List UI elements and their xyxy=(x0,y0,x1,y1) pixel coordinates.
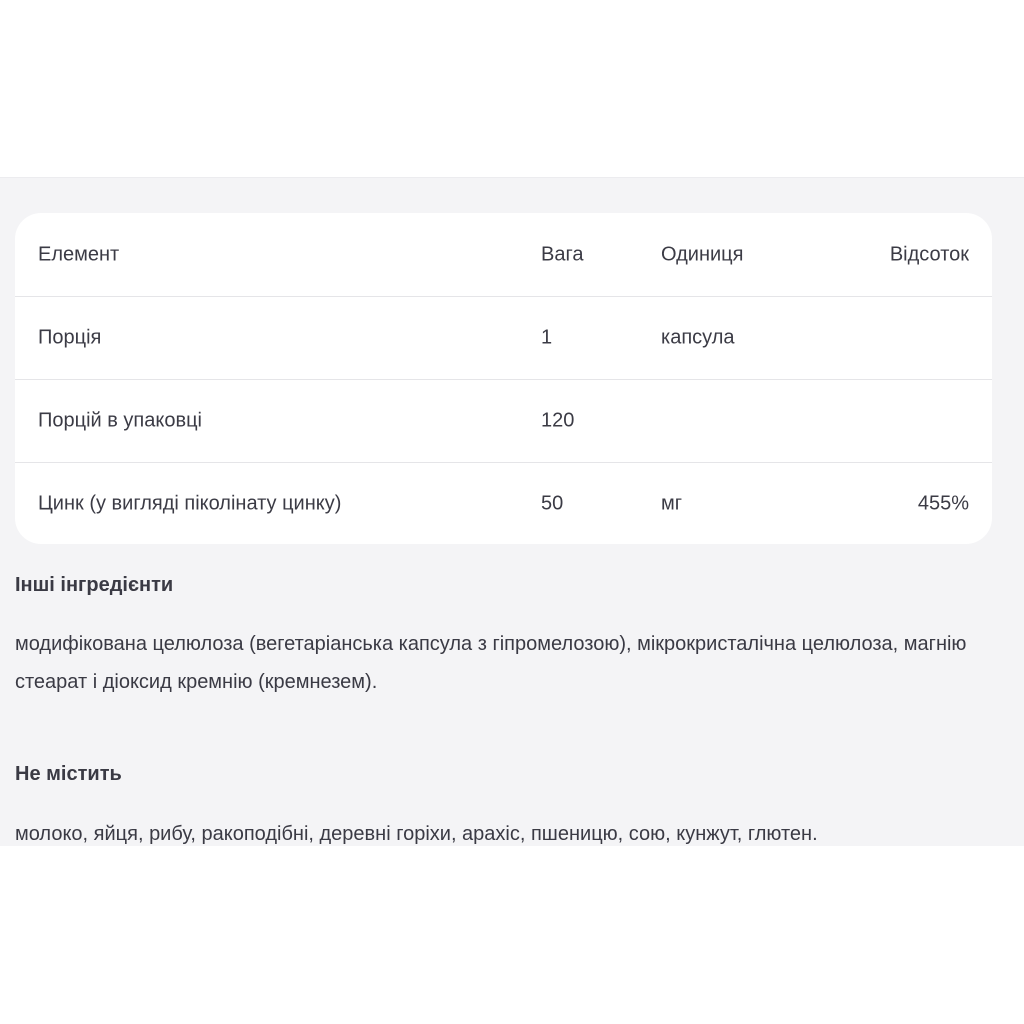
row-element: Порцій в упаковці xyxy=(38,409,203,432)
header-unit: Одиниця xyxy=(661,243,744,265)
free-from-text: молоко, яйця, рибу, ракоподібні, деревні горіхи, арахіс, пшеницю, сою, кунжут, глютен. xyxy=(15,823,818,845)
other-ingredients-text: модифікована целюлоза (вегетаріанська капсула з гіпромелозою), мікрокристалічна целюлоза, магнію стеарат і діоксид кремнію (кремнезем). xyxy=(15,633,967,693)
top-blank-area xyxy=(0,0,1024,178)
row-unit: капсула xyxy=(661,326,735,349)
row-unit: мг xyxy=(661,492,683,515)
table-row xyxy=(15,463,992,544)
header-weight: Вага xyxy=(541,243,584,265)
row-weight: 1 xyxy=(541,326,553,349)
free-from-title: Не містить xyxy=(15,763,122,785)
row-element: Цинк (у вигляді піколінату цинку) xyxy=(38,492,342,515)
row-percent: 455% xyxy=(917,492,969,515)
bottom-blank-area xyxy=(0,846,1024,1024)
row-weight: 50 xyxy=(541,492,564,515)
header-percent: Відсоток xyxy=(889,243,969,265)
table-header-row xyxy=(15,213,992,297)
table-row xyxy=(15,297,992,380)
header-element: Елемент xyxy=(38,243,120,265)
row-element: Порція xyxy=(38,326,102,349)
nutrition-table xyxy=(15,213,992,544)
table-row xyxy=(15,380,992,463)
other-ingredients-title: Інші інгредієнти xyxy=(15,574,174,596)
row-weight: 120 xyxy=(541,409,575,432)
product-composition-section xyxy=(0,178,1024,846)
